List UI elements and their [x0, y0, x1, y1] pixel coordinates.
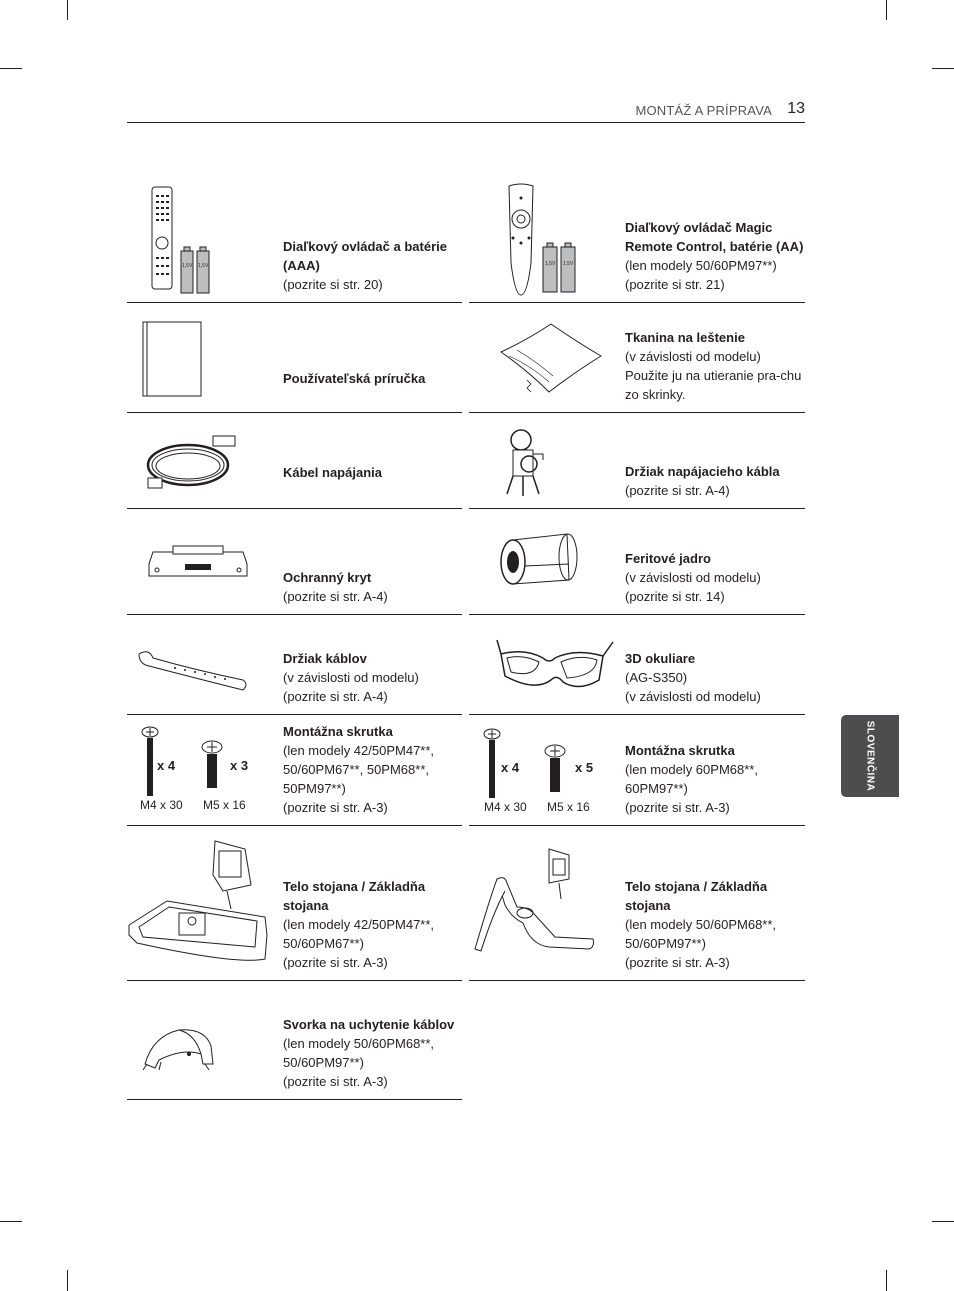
cover-illustration: [127, 508, 277, 614]
screws-illustration: [469, 714, 619, 825]
item-line: (pozrite si str. 20): [283, 277, 383, 292]
item-title: Diaľkový ovládač a batérie (AAA): [283, 239, 447, 273]
item-remote: [127, 180, 462, 303]
item-line: Použite ju na utieranie pra-chu zo skrinky.: [625, 368, 802, 402]
item-manual-text: [283, 369, 463, 388]
battery-label: 1,5V: [182, 263, 193, 269]
item-line: (v závislosti od modelu): [625, 570, 761, 585]
item-line: (pozrite si str. A-3): [283, 800, 388, 815]
item-line: (len modely 50/60PM68**, 50/60PM97**): [625, 917, 777, 951]
crop-mark: [932, 68, 954, 69]
battery-label: 1,5V: [563, 261, 574, 267]
item-screws-right: [469, 714, 805, 826]
magic-remote-illustration: [469, 180, 619, 302]
item-line: (pozrite si str. A-3): [625, 800, 730, 815]
item-line: (len modely 50/60PM68**, 50/60PM97**): [283, 1036, 435, 1070]
item-title: Telo stojana / Základňa stojana: [283, 879, 426, 913]
item-line: (pozrite si str. 21): [625, 277, 725, 292]
screw-qty: x 4: [501, 760, 520, 775]
manual-illustration: [127, 302, 277, 412]
power-cable-holder-illustration: [469, 412, 619, 508]
ferrite-core-illustration: [469, 508, 619, 614]
item-stand-right: [469, 825, 805, 981]
item-line: (len modely 50/60PM97**): [625, 258, 777, 273]
cable-tie-illustration: [127, 614, 277, 714]
item-line: (pozrite si str. A-4): [283, 589, 388, 604]
item-title: Držiak napájacieho kábla: [625, 464, 780, 479]
screws-illustration: [127, 714, 277, 825]
item-power-cable-text: [283, 463, 463, 482]
item-cable-holder-text: [283, 649, 463, 706]
item-manual: [127, 302, 462, 413]
item-title: Telo stojana / Základňa stojana: [625, 879, 768, 913]
language-tab: [841, 715, 899, 797]
item-ferrite: [469, 508, 805, 615]
item-line: (v závislosti od modelu): [283, 670, 419, 685]
screw-qty: x 5: [575, 760, 594, 775]
item-ferrite-text: [625, 549, 805, 606]
item-title: Montážna skrutka: [283, 724, 393, 739]
item-cable-holder-power: [469, 412, 805, 509]
item-title: Kábel napájania: [283, 465, 382, 480]
crop-mark: [932, 1221, 954, 1222]
crop-mark: [886, 0, 887, 20]
item-stand-right-text: [625, 877, 805, 972]
cloth-illustration: [469, 302, 619, 412]
item-title: Montážna skrutka: [625, 743, 735, 758]
screw-qty: x 4: [157, 758, 176, 773]
item-title: Ochranný kryt: [283, 570, 372, 585]
stand-illustration: [127, 825, 277, 980]
item-cloth: [469, 302, 805, 413]
cable-clamp-illustration: [127, 980, 277, 1099]
item-line: (v závislosti od modelu): [625, 689, 761, 704]
screw-size: M5 x 16: [547, 800, 590, 814]
item-line: (len modely 42/50PM47**, 50/60PM67**, 50PM68**, 50PM97**): [283, 743, 435, 796]
crop-mark: [67, 1270, 68, 1291]
stand-illustration: [469, 825, 619, 980]
item-line: (v závislosti od modelu): [625, 349, 761, 364]
crop-mark: [0, 1221, 22, 1222]
item-line: (len modely 42/50PM47**, 50/60PM67**): [283, 917, 435, 951]
item-line: (pozrite si str. A-4): [625, 483, 730, 498]
item-stand-left-text: [283, 877, 463, 972]
battery-label: 1,5V: [545, 261, 556, 267]
item-cable-holder-power-text: [625, 462, 805, 500]
screw-size: M5 x 16: [203, 798, 246, 812]
item-magic-remote: [469, 180, 805, 303]
crop-mark: [886, 1270, 887, 1291]
item-line: (pozrite si str. A-4): [283, 689, 388, 704]
item-cloth-text: [625, 328, 805, 404]
item-screws-left-text: [283, 722, 463, 817]
screw-size: M4 x 30: [140, 798, 183, 812]
page-number: 13: [787, 100, 805, 117]
item-line: (AG-S350): [625, 670, 688, 685]
item-line: (pozrite si str. A-3): [625, 955, 730, 970]
item-power-cable: [127, 412, 462, 509]
crop-mark: [0, 68, 22, 69]
remote-illustration: [127, 180, 277, 302]
crop-mark: [67, 0, 68, 20]
item-magic-remote-text: [625, 218, 805, 294]
item-glasses: [469, 614, 805, 715]
item-title: Držiak káblov: [283, 651, 367, 666]
item-line: (pozrite si str. A-3): [283, 1074, 388, 1089]
item-title: Používateľská príručka: [283, 371, 426, 386]
item-stand-left: [127, 825, 462, 981]
power-cable-illustration: [127, 412, 277, 508]
item-line: (pozrite si str. A-3): [283, 955, 388, 970]
item-glasses-text: [625, 649, 805, 706]
item-remote-text: [283, 237, 463, 294]
item-cable-holder: [127, 614, 462, 715]
item-cover-text: [283, 568, 463, 606]
page-header: [127, 100, 805, 123]
item-cover: [127, 508, 462, 615]
item-title: 3D okuliare: [625, 651, 696, 666]
item-title: Tkanina na leštenie: [625, 330, 745, 345]
item-line: (len modely 60PM68**, 60PM97**): [625, 762, 758, 796]
item-line: (pozrite si str. 14): [625, 589, 725, 604]
item-clamp: [127, 980, 462, 1100]
battery-label: 1,5V: [198, 263, 209, 269]
item-title: Svorka na uchytenie káblov: [283, 1017, 455, 1032]
screw-size: M4 x 30: [484, 800, 527, 814]
item-title: Diaľkový ovládač Magic Remote Control, batérie (AA): [625, 220, 804, 254]
item-screws-left: [127, 714, 462, 826]
language-tab-label: SLOVENČINA: [864, 720, 876, 792]
item-screws-right-text: [625, 741, 805, 817]
screw-qty: x 3: [230, 758, 249, 773]
3d-glasses-illustration: [469, 614, 619, 714]
item-title: Feritové jadro: [625, 551, 711, 566]
section-title: MONTÁŽ A PRÍPRAVA: [635, 103, 772, 118]
item-clamp-text: [283, 1015, 463, 1091]
